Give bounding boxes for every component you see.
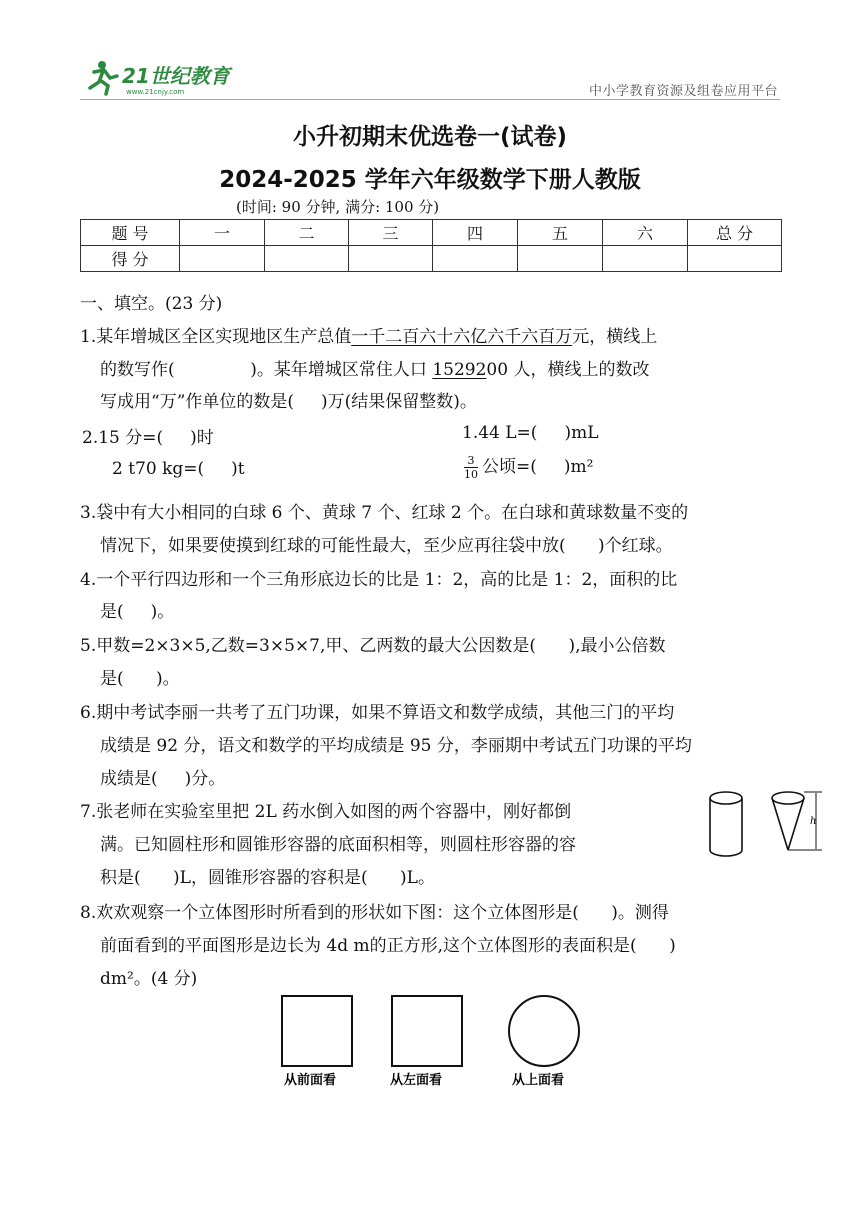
question-8-line: 8.欢欢观察一个立体图形时所看到的形状如下图：这个立体图形是( )。测得 xyxy=(80,903,669,923)
question-2c: 2 t70 kg=( )t xyxy=(112,459,245,479)
question-8-line: 前面看到的平面图形是边长为 4d m的正方形,这个立体图形的表面积是( ) xyxy=(100,936,676,956)
top-view-circle xyxy=(509,996,579,1066)
height-label: h xyxy=(810,816,817,827)
question-1-line xyxy=(80,322,657,347)
q2d-text: 公顷=( )m² xyxy=(482,457,594,477)
height-marker xyxy=(788,792,822,850)
q1-underlined-number: 一千二百六十六亿六千六百万 xyxy=(351,327,573,347)
section-heading: 一、填空。(23 分) xyxy=(80,294,223,314)
question-7-line: 7.张老师在实验室里把 2L 药水倒入如图的两个容器中，刚好都倒 xyxy=(80,802,572,822)
table-score-row xyxy=(81,246,782,272)
table-cell: 四 xyxy=(433,220,518,246)
three-views-figure xyxy=(276,992,588,1092)
left-view-label: 从左面看 xyxy=(390,1073,443,1088)
platform-caption: 中小学教育资源及组卷应用平台 xyxy=(588,84,778,99)
logo-text: 21世纪教育 xyxy=(122,64,230,88)
q1-text: 1.某年增城区全区实现地区生产总值 xyxy=(80,327,352,347)
question-6-line: 成绩是( )分。 xyxy=(100,769,226,789)
table-cell: 二 xyxy=(265,220,349,246)
containers-figure xyxy=(704,786,826,862)
table-header-row xyxy=(81,220,782,246)
fraction-denominator: 10 xyxy=(464,468,478,481)
site-logo xyxy=(84,56,244,98)
score-table xyxy=(80,219,782,272)
q1-text: 的数写作( )。某年增城区常住人口 xyxy=(100,360,433,380)
score-entry-cell[interactable] xyxy=(603,246,688,272)
table-cell: 三 xyxy=(349,220,433,246)
fraction-numerator: 3 xyxy=(464,454,478,468)
score-entry-cell[interactable] xyxy=(518,246,603,272)
exam-title: 小升初期末优选卷一(试卷) xyxy=(292,124,568,150)
cone-shape xyxy=(772,792,804,850)
table-cell: 总 分 xyxy=(688,220,782,246)
table-cell: 一 xyxy=(180,220,265,246)
question-3-line: 3.袋中有大小相同的白球 6 个、黄球 7 个、红球 2 个。在白球和黄球数量不变的 xyxy=(80,503,689,523)
question-2b: 1.44 L=( )mL xyxy=(462,423,599,443)
header-divider xyxy=(80,99,780,100)
exam-subtitle: 2024-2025 学年六年级数学下册人教版 xyxy=(219,167,641,193)
front-view-label: 从前面看 xyxy=(284,1073,337,1088)
question-5-line: 5.甲数=2×3×5,乙数=3×5×7,甲、乙两数的最大公因数是( ),最小公倍数 xyxy=(80,636,666,656)
cylinder-shape xyxy=(710,792,742,856)
score-entry-cell[interactable] xyxy=(433,246,518,272)
question-6-line: 成绩是 92 分，语文和数学的平均成绩是 95 分，李丽期中考试五门功课的平均 xyxy=(100,736,692,756)
left-view-square xyxy=(392,996,462,1066)
logo-url: www.21cnjy.com xyxy=(126,88,185,96)
question-2a: 2.15 分=( )时 xyxy=(82,428,214,448)
table-cell: 五 xyxy=(518,220,603,246)
table-cell: 得 分 xyxy=(81,246,180,272)
question-1-line xyxy=(100,355,649,380)
front-view-square xyxy=(282,996,352,1066)
score-entry-cell[interactable] xyxy=(688,246,782,272)
score-entry-cell[interactable] xyxy=(349,246,433,272)
question-1-line: 写成用“万”作单位的数是( )万(结果保留整数)。 xyxy=(100,392,477,412)
q1-text: 元，横线上 xyxy=(572,327,658,347)
fraction xyxy=(464,454,478,481)
question-4-line: 4.一个平行四边形和一个三角形底边长的比是 1：2，高的比是 1：2，面积的比 xyxy=(80,570,678,590)
question-3-line: 情况下，如果要使摸到红球的可能性最大，至少应再往袋中放( )个红球。 xyxy=(100,536,673,556)
question-7-line: 满。已知圆柱形和圆锥形容器的底面积相等，则圆柱形容器的容 xyxy=(100,835,576,855)
question-5-line: 是( )。 xyxy=(100,669,180,689)
question-7-line: 积是( )L，圆锥形容器的容积是( )L。 xyxy=(100,868,435,888)
table-cell: 六 xyxy=(603,220,688,246)
q1-underlined-digits: 15292 xyxy=(432,360,487,380)
q1-text: 00 人，横线上的数改 xyxy=(486,360,650,380)
exam-info: (时间: 90 分钟, 满分: 100 分) xyxy=(236,198,440,216)
runner-icon xyxy=(90,61,117,94)
score-entry-cell[interactable] xyxy=(265,246,349,272)
question-4-line: 是( )。 xyxy=(100,602,175,622)
question-6-line: 6.期中考试李丽一共考了五门功课，如果不算语文和数学成绩，其他三门的平均 xyxy=(80,703,675,723)
top-view-label: 从上面看 xyxy=(512,1073,565,1088)
question-2d xyxy=(464,452,593,481)
score-entry-cell[interactable] xyxy=(180,246,265,272)
question-8-line: dm²。(4 分) xyxy=(100,969,198,989)
table-cell: 题 号 xyxy=(81,220,180,246)
